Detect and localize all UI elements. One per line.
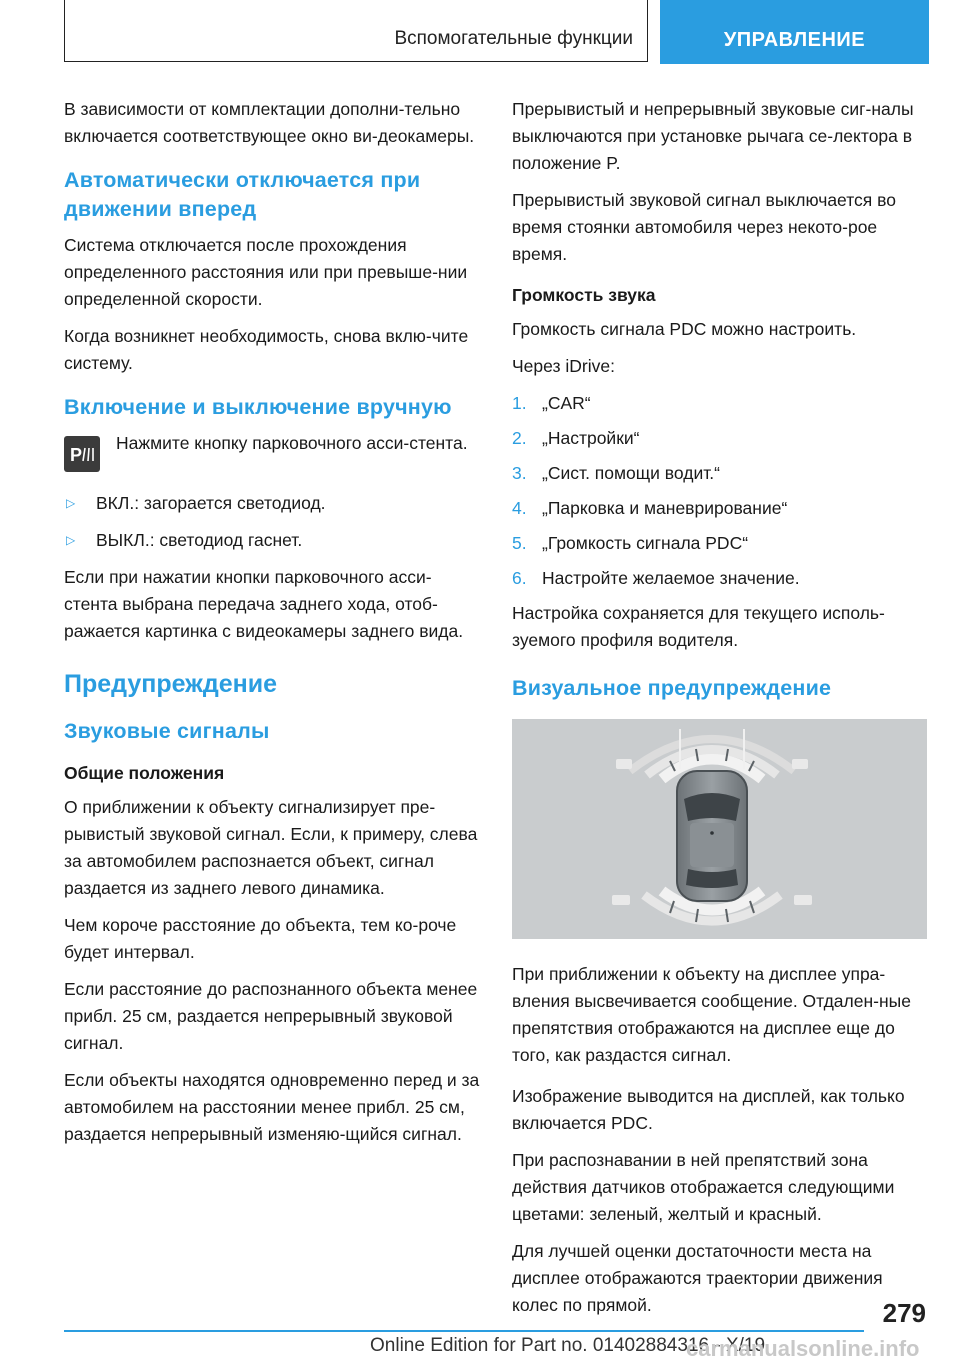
paragraph: Когда возникнет необходимость, снова вклю-чите систему. xyxy=(64,326,469,373)
paragraph: О приближении к объекту сигнализирует пре-рывистый звуковой сигнал. Если, к примеру, слева за автомобилем распознается объект, сигнал раздается из заднего левого динамика. xyxy=(64,797,478,898)
paragraph: Для лучшей оценки достаточности места на дисплее отображаются траектории движения колес по прямой. xyxy=(512,1241,883,1315)
page-header xyxy=(64,0,929,64)
list-item: 4. „Парковка и маневрирование“ xyxy=(512,498,788,518)
paragraph: Чем короче расстояние до объекта, тем ко-роче будет интервал. xyxy=(64,915,457,962)
button-instruction xyxy=(64,430,484,472)
edition-text: Online Edition for Part no. 01402884316 - X/19 xyxy=(370,1335,766,1356)
page-number: 279 xyxy=(882,1298,926,1328)
footer-rule xyxy=(64,1330,864,1332)
car-sensor-icon xyxy=(512,719,927,939)
paragraph: Через iDrive: xyxy=(512,356,615,376)
paragraph: Настройка сохраняется для текущего исполь-зуемого профиля водителя. xyxy=(512,603,885,650)
chapter-title: УПРАВЛЕНИЕ xyxy=(723,29,866,51)
left-column xyxy=(64,96,484,1158)
triangle-bullet-icon: ▷ xyxy=(66,496,76,510)
pdc-display-illustration xyxy=(512,719,927,939)
triangle-bullet-icon: ▷ xyxy=(66,533,76,547)
paragraph: При распознавании в ней препятствий зона действия датчиков отображается следующими цветами: зеленый, желтый и красный. xyxy=(512,1150,895,1224)
list-item: 1. „CAR“ xyxy=(512,393,591,413)
right-column xyxy=(512,96,927,1329)
paragraph: При приближении к объекту на дисплее упра-вления высвечивается сообщение. Отдален-ные препятствия отображаются на дисплее еще до того, как раздастся сигнал. xyxy=(512,964,911,1065)
list-item: 2. „Настройки“ xyxy=(512,428,640,448)
heading-warning: Предупреждение xyxy=(64,670,278,698)
list-item: 3. „Сист. помощи водит.“ xyxy=(512,463,720,483)
section-tab xyxy=(64,0,648,62)
paragraph: Если расстояние до распознанного объекта менее прибл. 25 см, раздается непрерывный звуковой сигнал. xyxy=(64,979,478,1053)
svg-text:P: P xyxy=(70,445,83,465)
chapter-tab xyxy=(660,0,929,64)
paragraph: Система отключается после прохождения определенного расстояния или при превыше-нии определенной скорости. xyxy=(64,235,468,309)
paragraph: Если при нажатии кнопки парковочного асси-стента выбрана передача заднего хода, отоб-ражается картинка с видеокамеры заднего вида. xyxy=(64,567,464,641)
paragraph: Если объекты находятся одновременно перед и за автомобилем на расстоянии менее прибл. 25 см, раздается непрерывный изменяю-щийся сигнал. xyxy=(64,1070,480,1144)
paragraph: Громкость сигнала PDC можно настроить. xyxy=(512,319,857,339)
heading-general: Общие положения xyxy=(64,763,225,783)
list-item: 5. „Громкость сигнала PDC“ xyxy=(512,533,749,553)
paragraph: Нажмите кнопку парковочного асси-стента. xyxy=(116,433,468,453)
led-state-list xyxy=(64,490,484,554)
paragraph: Прерывистый звуковой сигнал выключается во время стоянки автомобиля через некото-рое время. xyxy=(512,190,896,264)
section-title: Вспомогательные функции xyxy=(394,28,633,49)
paragraph: Прерывистый и непрерывный звуковые сиг-налы выключаются при установке рычага се-лектора в положение P. xyxy=(512,99,914,173)
park-assist-button-icon xyxy=(64,436,100,472)
heading-sounds: Звуковые сигналы xyxy=(64,719,270,743)
intro-paragraph: В зависимости от комплектации дополни-тельно включается соответствующее окно ви-деокамеры. xyxy=(64,99,475,146)
list-item: ▷ ВЫКЛ.: светодиод гаснет. xyxy=(64,527,484,554)
list-item: ▷ ВКЛ.: загорается светодиод. xyxy=(64,490,484,517)
heading-auto-off: Автоматически отключается при движении вперед xyxy=(64,168,421,221)
paragraph: Изображение выводится на дисплей, как только включается PDC. xyxy=(512,1086,905,1133)
idrive-steps xyxy=(512,390,927,592)
heading-visual: Визуальное предупреждение xyxy=(512,676,832,700)
heading-volume: Громкость звука xyxy=(512,285,656,305)
heading-manual: Включение и выключение вручную xyxy=(64,395,452,419)
watermark-text: carmanualsonline.info xyxy=(686,1336,920,1361)
list-item: 6. Настройте желаемое значение. xyxy=(512,568,800,588)
